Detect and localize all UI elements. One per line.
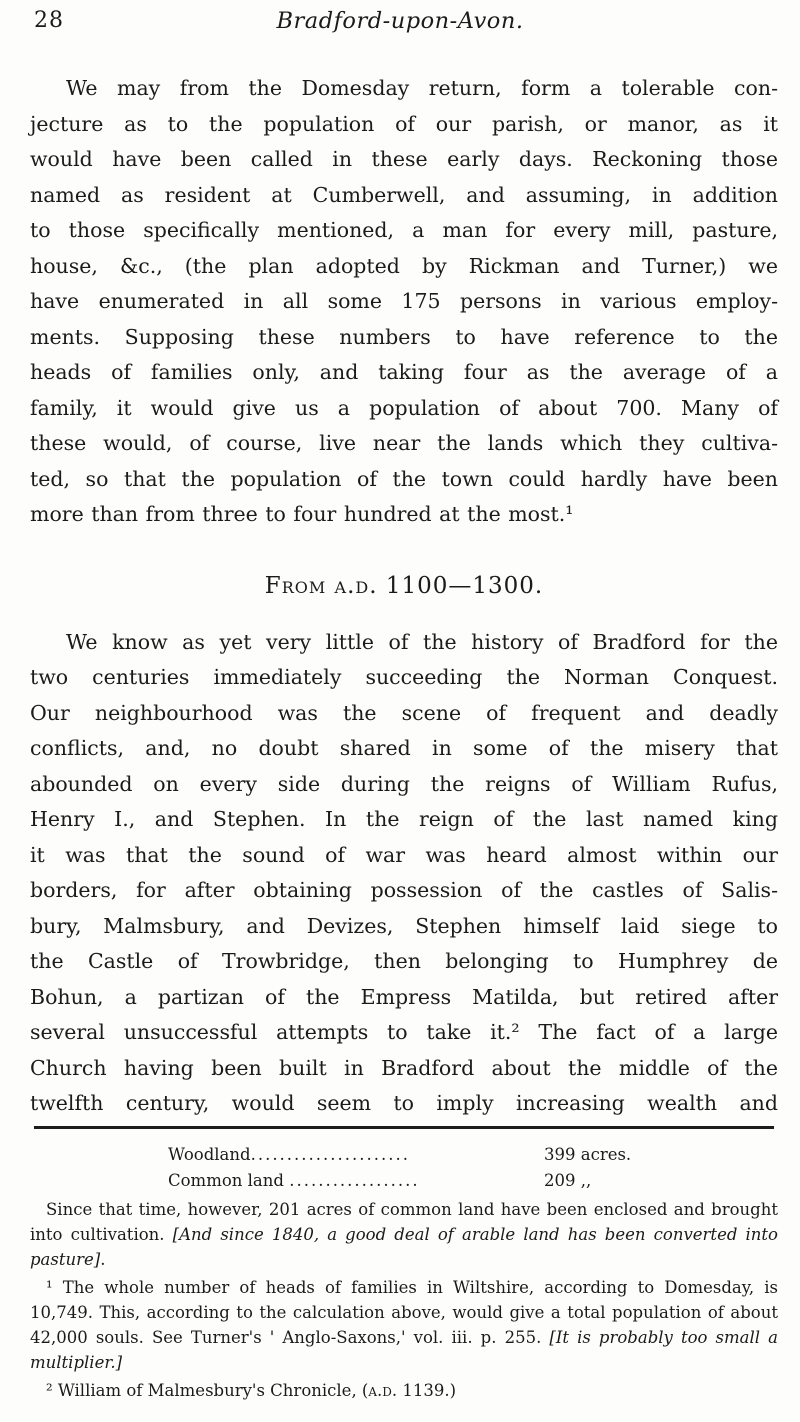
footnote-smallcaps-ad: a.d.: [368, 1380, 398, 1400]
footnote-divider: [34, 1126, 774, 1129]
text-line: jecture as to the population of our parish, or manor, as it: [30, 111, 778, 136]
text-line: family, it would give us a population of about 700. Many of: [30, 395, 778, 420]
acreage-value: 209 ,,: [544, 1170, 592, 1190]
page-body: [30, 71, 778, 1403]
dot-leader: ..................: [289, 1170, 420, 1190]
footnote-1: [30, 1275, 778, 1375]
text-line: ments. Supposing these numbers to have reference to the: [30, 324, 778, 349]
text-line: these would, of course, live near the lands which they cultiva-: [30, 431, 778, 455]
footnote-italic-note: [It is probably too small a multiplier.]: [30, 1327, 778, 1372]
acreage-value: 399 acres.: [544, 1144, 632, 1164]
footnote-text: Since that time, however, 201 acres of common land have been enclosed and brought into cultivation.: [30, 1199, 778, 1244]
footnotes-section: [30, 1142, 778, 1403]
text-line: ted, so that the population of the town could hardly have been: [30, 466, 778, 491]
acreage-row: [168, 1142, 778, 1168]
footnote-continuation: [30, 1197, 778, 1272]
page-number: 28: [34, 8, 64, 33]
acreage-table: [30, 1142, 778, 1194]
text-line: more than from three to four hundred at the most.¹: [30, 502, 574, 526]
text-line: Henry I., and Stephen. In the reign of the last named king: [30, 807, 778, 831]
footnote-2: [30, 1378, 778, 1403]
text-line: bury, Malmsbury, and Devizes, Stephen himself laid siege to: [30, 913, 778, 938]
text-line: two centuries immediately succeeding the Norman Conquest.: [30, 665, 778, 689]
footnote-text: ¹ The whole number of heads of families in Wiltshire, according to Domesday, is 10,749. This, according to the calculation above, would give a total population of about 42,000 souls. See Turner's ' Anglo-Saxons,' vol. iii. p. 255.: [30, 1277, 778, 1347]
section-heading: From a.d. 1100—1300.: [264, 572, 544, 599]
text-line: We know as yet very little of the history of Bradford for the: [66, 629, 778, 654]
text-line: heads of families only, and taking four as the average of a: [30, 360, 778, 384]
text-line: the Castle of Trowbridge, then belonging to Humphrey de: [30, 949, 778, 973]
acreage-row: [168, 1168, 778, 1194]
dot-leader: ......................: [250, 1144, 410, 1164]
acreage-label: Common land ..................: [168, 1170, 420, 1190]
paragraph-domesday-population: [30, 71, 778, 533]
footnote-text: 1139.): [397, 1380, 457, 1400]
text-line: Bohun, a partizan of the Empress Matilda, but retired after: [30, 984, 778, 1009]
paragraph-norman-history: [30, 625, 778, 1122]
acreage-label: Woodland......................: [168, 1144, 410, 1164]
page-header: [30, 8, 770, 38]
text-line: twelfth century, would seem to imply increasing wealth and: [30, 1091, 778, 1115]
text-line: would have been called in these early days. Reckoning those: [30, 147, 778, 171]
text-line: borders, for after obtaining possession of the castles of Salis-: [30, 878, 778, 902]
running-title: Bradford-upon-Avon.: [276, 8, 524, 34]
text-line: abounded on every side during the reigns of William Rufus,: [30, 771, 778, 796]
text-line: named as resident at Cumberwell, and assuming, in addition: [30, 182, 778, 207]
text-line: several unsuccessful attempts to take it.² The fact of a large: [30, 1020, 778, 1044]
text-line: We may from the Domesday return, form a tolerable con-: [66, 76, 778, 100]
text-line: house, &c., (the plan adopted by Rickman and Turner,) we: [30, 253, 778, 278]
text-line: to those specifically mentioned, a man for every mill, pasture,: [30, 218, 778, 242]
text-line: have enumerated in all some 175 persons in various employ-: [30, 289, 778, 313]
footnote-text: ² William of Malmesbury's Chronicle, (: [46, 1380, 369, 1400]
text-line: Our neighbourhood was the scene of frequent and deadly: [30, 700, 778, 725]
text-line: conflicts, and, no doubt shared in some of the misery that: [30, 736, 778, 760]
text-line: it was that the sound of war was heard almost within our: [30, 842, 778, 867]
text-line: Church having been built in Bradford about the middle of the: [30, 1055, 778, 1080]
footnote-text: .: [100, 1249, 106, 1269]
footnote-italic-note: [And since 1840, a good deal of arable land has been converted into pasture]: [30, 1224, 778, 1269]
